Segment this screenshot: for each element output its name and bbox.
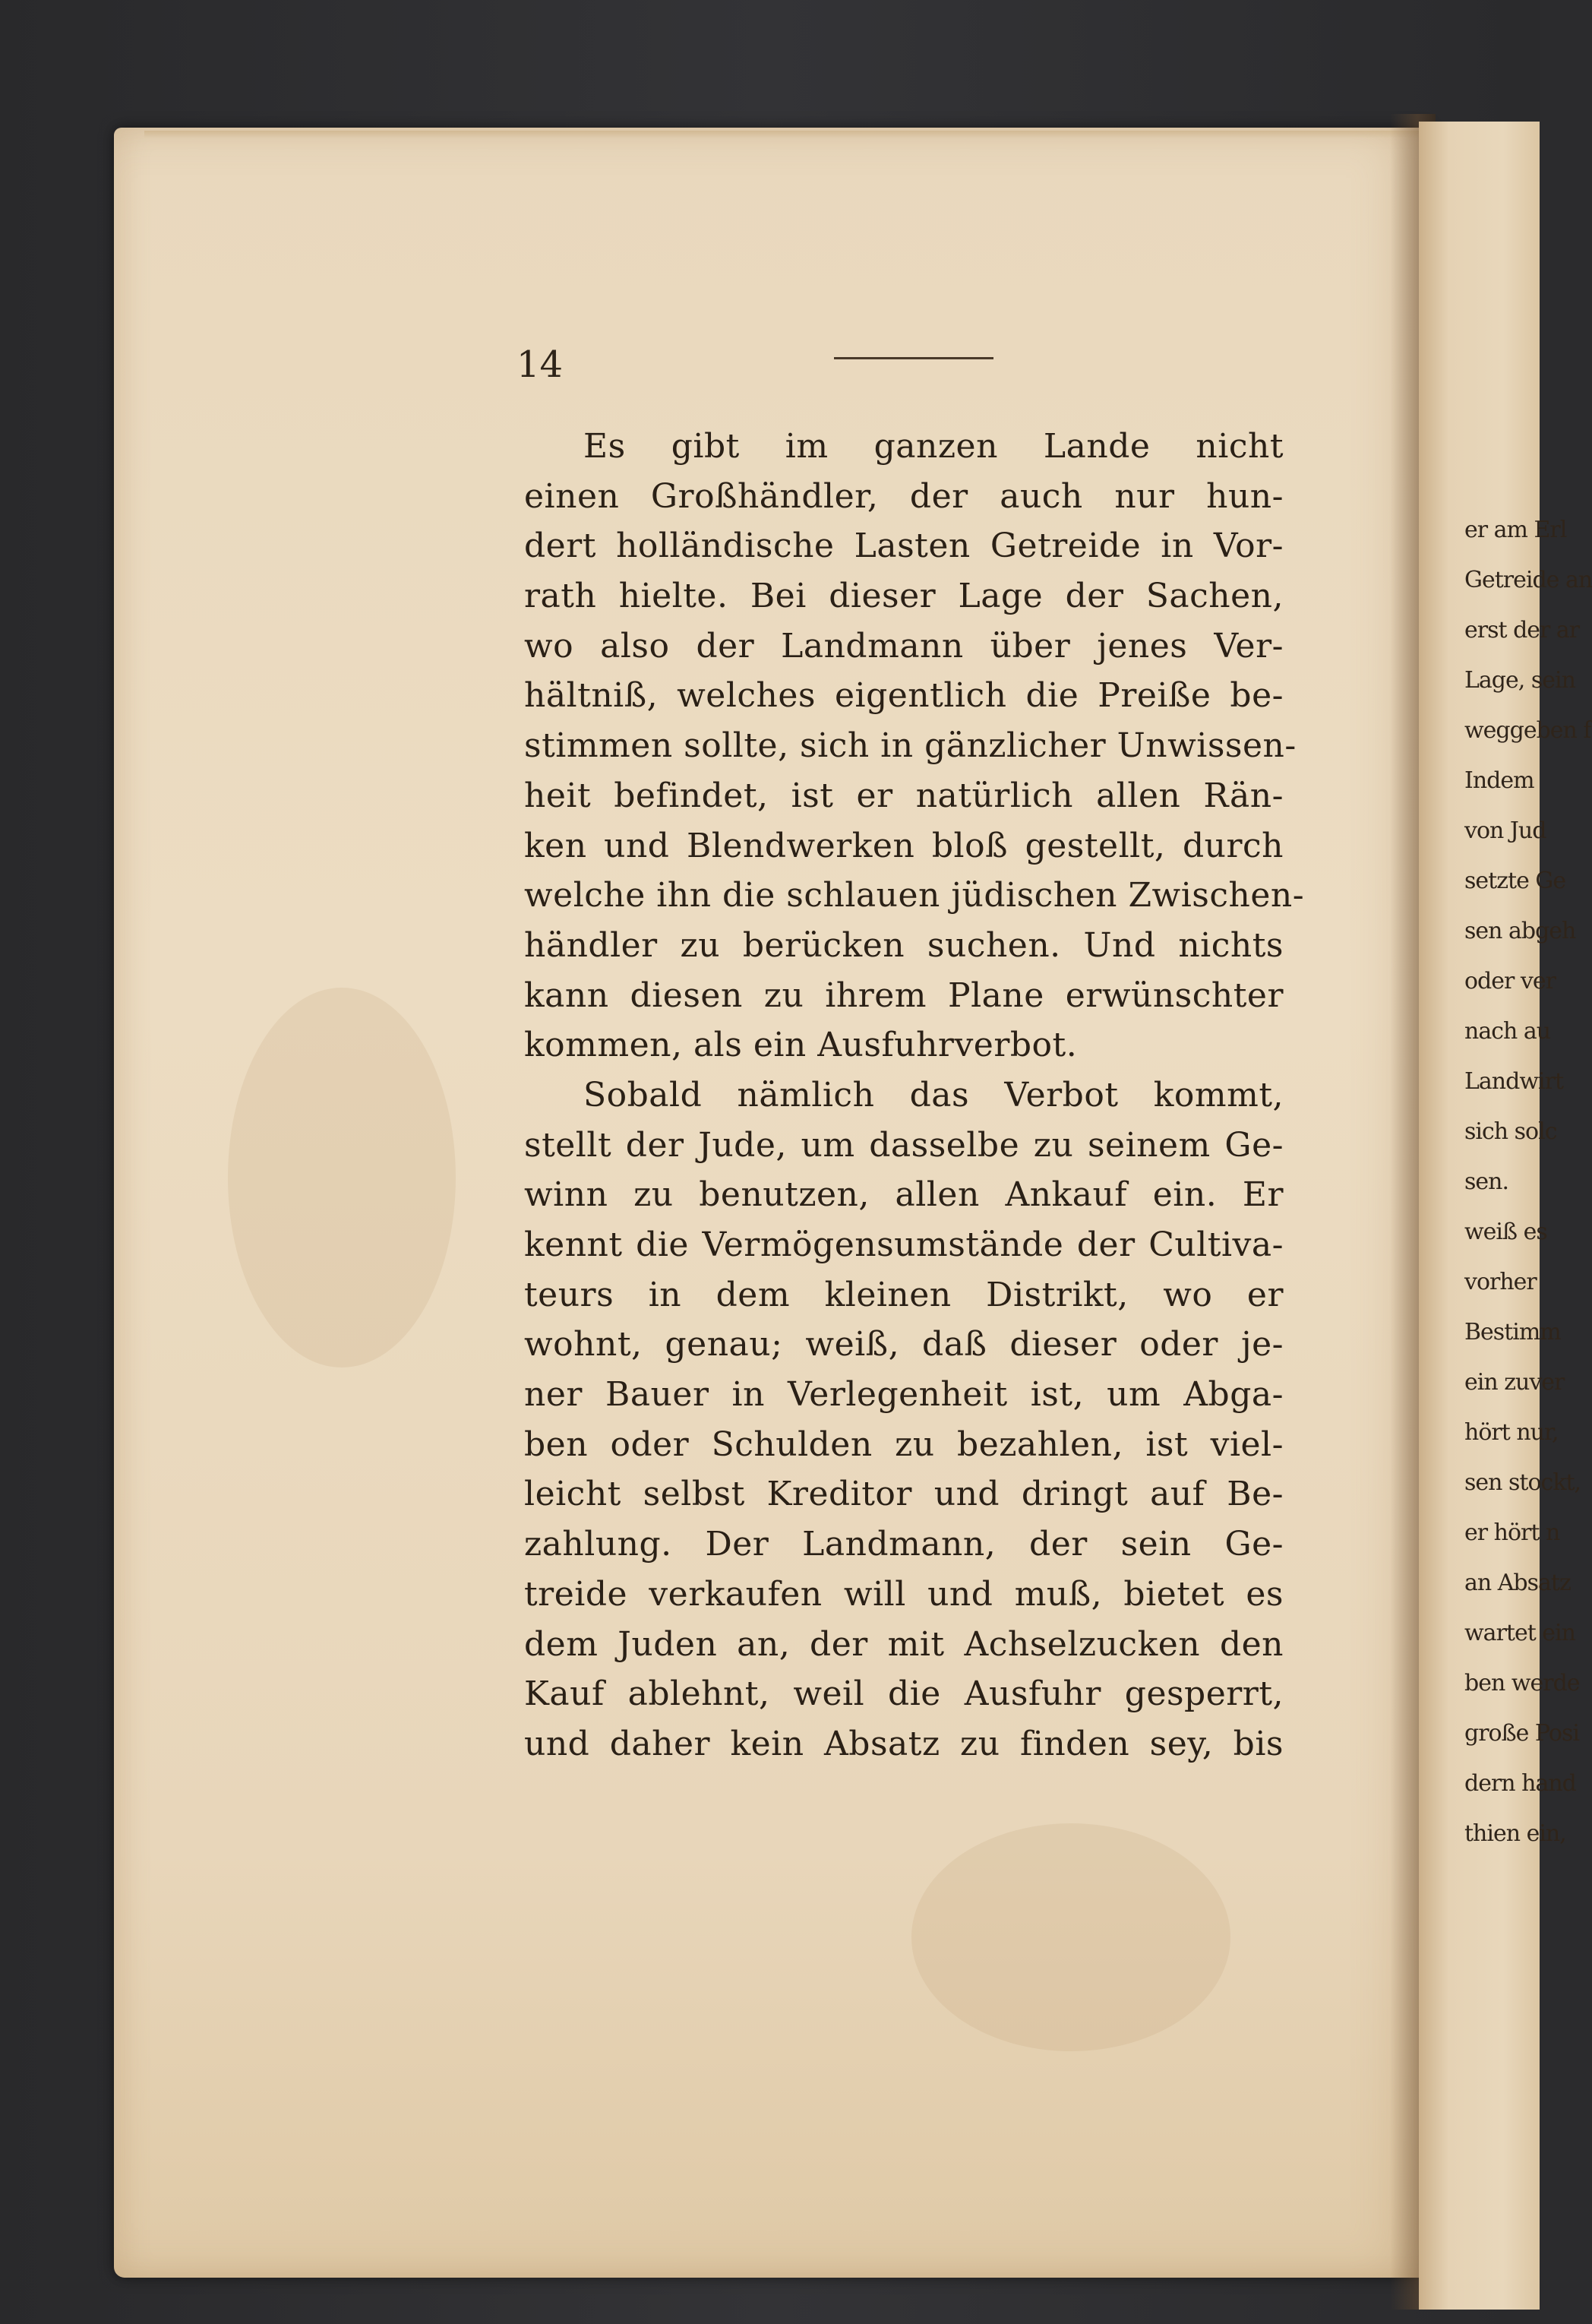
text-line: kommen, als ein Ausfuhrverbot. [524,1026,1078,1065]
facing-text-line: weiß es [1464,1219,1547,1245]
text-line: winn zu benutzen, allen Ankauf ein. Er [524,1175,1284,1215]
body-text [524,422,1305,1769]
header-rule [834,357,993,359]
text-line: rath hielte. Bei dieser Lage der Sachen, [524,577,1284,616]
facing-text-line: Getreide an [1464,567,1592,593]
text-line: zahlung. Der Landmann, der sein Ge- [524,1525,1284,1564]
text-line: kann diesen zu ihrem Plane erwünschter [524,975,1284,1015]
paper-stain [228,988,456,1368]
text-line: wo also der Landmann über jenes Ver- [524,626,1284,666]
facing-text-line: von Jud [1464,817,1546,844]
facing-text-line: thien ein, [1464,1820,1566,1847]
facing-text-line: Landwirt [1464,1068,1564,1095]
facing-text-line: Bestimm [1464,1319,1561,1345]
text-line: stellt der Jude, um dasselbe zu seinem Ge- [524,1125,1284,1165]
facing-text-line: ein zuver [1464,1369,1565,1396]
text-line: heit befindet, ist er natürlich allen Rän- [524,776,1284,815]
text-line: welche ihn die schlauen jüdischen Zwischen- [524,876,1305,915]
text-line: Kauf ablehnt, weil die Ausfuhr gesperrt, [524,1674,1284,1714]
page-top-edge [144,131,1420,138]
text-line: treide verkaufen will und muß, bietet es [524,1574,1284,1614]
facing-text-line: sen. [1464,1168,1509,1195]
facing-text-line: sen abgeh [1464,918,1576,944]
facing-text-line: dern hand [1464,1770,1576,1797]
facing-text-line: er am Erl [1464,517,1567,543]
text-line: dert holländische Lasten Getreide in Vor- [524,526,1284,566]
text-line: und daher kein Absatz zu finden sey, bis [524,1724,1284,1763]
facing-page [1419,122,1592,2310]
text-line: wohnt, genau; weiß, daß dieser oder je- [524,1325,1284,1364]
text-line: Sobald nämlich das Verbot kommt, [583,1075,1284,1115]
text-line: ken und Blendwerken bloß gestellt, durch [524,826,1284,865]
facing-text-line: setzte Ge [1464,868,1566,894]
text-line: Es gibt im ganzen Lande nicht [583,427,1284,466]
facing-text-line: an Absatz [1464,1570,1571,1596]
facing-text-line: wartet ein [1464,1620,1575,1646]
facing-text-line: sich solc [1464,1118,1557,1145]
facing-text-line: Lage, sein [1464,667,1575,694]
text-line: leicht selbst Kreditor und dringt auf Be- [524,1475,1284,1514]
facing-text-line: weggeben f [1464,717,1591,744]
text-line: hältniß, welches eigentlich die Preiße be- [524,676,1284,716]
page-number: 14 [516,343,564,386]
facing-text-line: vorher [1464,1269,1537,1295]
facing-text-line: er hört n [1464,1519,1560,1546]
facing-text-line: nach au [1464,1018,1551,1045]
text-line: kennt die Vermögensumstände der Cultiva- [524,1225,1284,1264]
text-line: teurs in dem kleinen Distrikt, wo er [524,1275,1284,1314]
text-line: einen Großhändler, der auch nur hun- [524,476,1284,516]
text-line: dem Juden an, der mit Achselzucken den [524,1624,1284,1664]
facing-text-line: erst der ar [1464,617,1580,643]
facing-text-line: Indem [1464,767,1534,794]
text-line: ner Bauer in Verlegenheit ist, um Abga- [524,1375,1284,1415]
text-line: händler zu berücken suchen. Und nichts [524,925,1284,965]
facing-text-line: große Posi [1464,1720,1579,1747]
text-line: stimmen sollte, sich in gänzlicher Unwissen- [524,726,1297,766]
facing-text-line: sen stockt, [1464,1469,1581,1496]
text-line: ben oder Schulden zu bezahlen, ist viel- [524,1424,1284,1464]
facing-text-line: hört nur, [1464,1419,1559,1446]
facing-text-line: ben werde [1464,1670,1580,1696]
paper-stain [911,1823,1230,2051]
facing-text-line: oder ver [1464,968,1556,994]
